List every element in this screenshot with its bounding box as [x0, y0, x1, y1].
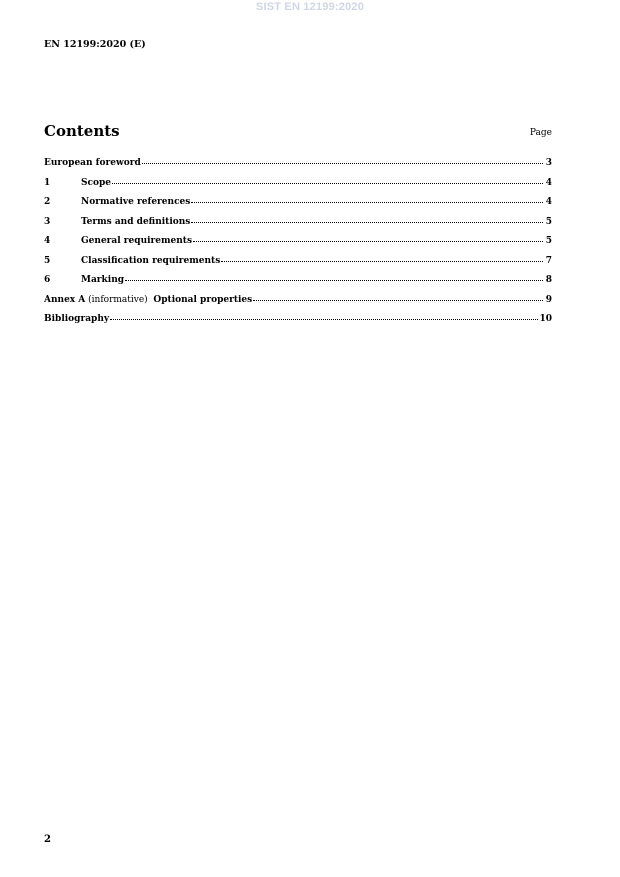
annex-title: Optional properties: [153, 294, 253, 305]
toc-entry-page: 9: [545, 294, 552, 305]
toc-leader-dots: [253, 292, 543, 301]
toc-entry-number: 6: [44, 275, 51, 285]
toc-entry-title[interactable]: [44, 295, 252, 305]
toc-entry-annex-a[interactable]: [44, 293, 552, 313]
toc-entry-classification-requirements[interactable]: [44, 254, 552, 274]
page-column-label: Page: [529, 128, 552, 138]
toc-leader-dots: [193, 233, 543, 242]
toc-entry-title[interactable]: European foreword: [44, 158, 141, 168]
toc-entry-number: 4: [44, 236, 51, 246]
toc-entry-marking[interactable]: [44, 273, 552, 293]
contents-heading: Contents: [44, 122, 120, 140]
toc-entry-page: 8: [545, 275, 552, 285]
toc-entry-number: 5: [44, 255, 51, 266]
watermark: SIST EN 12199:2020: [255, 1, 365, 13]
toc-entry-normative-references[interactable]: [44, 195, 552, 215]
toc-leader-dots: [110, 311, 538, 320]
annex-status: (informative): [85, 294, 154, 305]
table-of-contents: [44, 156, 552, 332]
toc-entry-title[interactable]: Scope: [81, 177, 112, 188]
toc-entry-title[interactable]: Marking: [81, 275, 125, 285]
toc-entry-european-foreword[interactable]: [44, 156, 552, 176]
toc-entry-page: 4: [545, 177, 552, 188]
document-id-header: EN 12199:2020 (E): [44, 39, 146, 50]
toc-entry-title[interactable]: Bibliography: [44, 314, 110, 324]
toc-entry-scope[interactable]: [44, 176, 552, 196]
toc-entry-number: 3: [44, 216, 51, 227]
toc-leader-dots: [112, 175, 543, 184]
toc-entry-number: 1: [44, 177, 51, 188]
toc-leader-dots: [191, 214, 543, 223]
toc-leader-dots: [191, 194, 543, 203]
toc-entry-bibliography[interactable]: [44, 312, 552, 332]
toc-entry-general-requirements[interactable]: [44, 234, 552, 254]
toc-entry-title[interactable]: General requirements: [81, 236, 193, 246]
toc-entry-page: 4: [545, 197, 552, 207]
toc-entry-page: 5: [545, 236, 552, 246]
toc-entry-page: 3: [545, 158, 552, 168]
toc-entry-title[interactable]: Normative references: [81, 197, 191, 207]
toc-entry-page: 5: [545, 216, 552, 227]
page-number: 2: [44, 834, 51, 845]
annex-label: Annex A: [44, 294, 86, 305]
toc-entry-number: 2: [44, 197, 51, 207]
toc-leader-dots: [125, 272, 543, 281]
toc-leader-dots: [142, 155, 543, 164]
toc-entry-title[interactable]: Classification requirements: [81, 255, 221, 266]
toc-entry-terms-and-definitions[interactable]: [44, 215, 552, 235]
toc-entry-page: 10: [539, 314, 552, 324]
toc-leader-dots: [221, 253, 543, 262]
toc-entry-title[interactable]: Terms and definitions: [81, 216, 191, 227]
toc-entry-page: 7: [545, 255, 552, 266]
